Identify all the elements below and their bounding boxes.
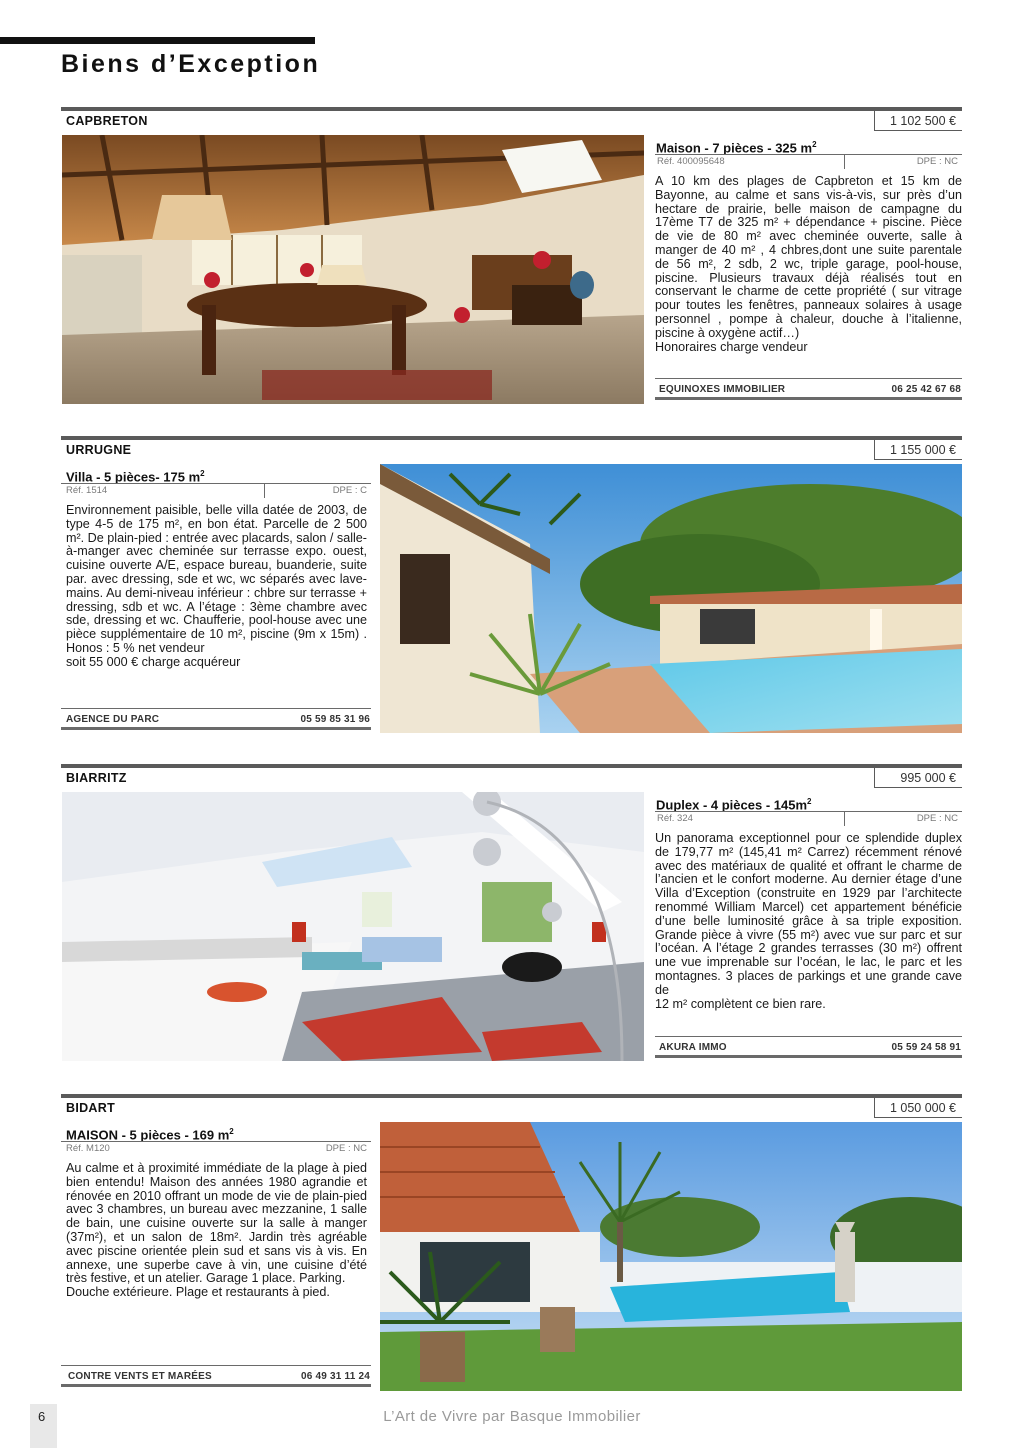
listing-details [655,135,962,354]
reference-row [61,483,371,498]
property-photo [62,135,644,404]
listing-bidart [61,1094,962,1394]
listing-header [61,764,962,785]
agency-phone: 06 49 31 11 24 [301,1371,370,1382]
reference-row [655,811,962,826]
price-tag: 1 102 500 € [874,111,962,131]
city-name: URRUGNE [66,443,132,457]
agency-row [61,1365,371,1387]
reference-number: Réf. 400095648 [657,156,725,167]
listing-header [61,1094,962,1115]
property-type: Maison - 7 pièces - 325 $m^2$ [656,140,817,156]
listing-details [61,1122,371,1300]
listing-header [61,107,962,128]
property-photo [380,1122,962,1391]
listing-details [655,792,962,1011]
property-type: Duplex - 4 pièces - $145m^2$ [656,797,812,813]
reference-number: Réf. M120 [66,1143,110,1154]
agency-phone: 06 25 42 67 68 [891,384,961,395]
property-description: Un panorama exceptionnel pour ce splendide duplex de 179,77 m² (145,41 m² Carrez) récemment rénové avec des matériaux de qualité et offrant le charme de l’ancien et le confort moderne. Au dernier étage d’une Villa d’Exception (construite en 1929 par l’architecte renommé William Marcel) cet appartement bénéficie d’une belle luminosité grâce à sa triple exposition. Grande pièce à vivre (55 m²) avec vue sur parc et sur l’océan. A l’étage 2 grandes terrasses (30 m²) offrent une vue imprenable sur l’océan, le lac, le parc et les montagnes. 3 places de parkings et une grande cave de 12 m² complètent ce bien rare. [655,831,962,1011]
agency-name: CONTRE VENTS ET MARÉES [68,1371,212,1382]
agency-row [655,378,962,400]
agency-row [61,708,371,730]
property-description: A 10 km des plages de Capbreton et 15 km de Bayonne, au calme et sans vis-à-vis, sur près d’un hectare de prairie, belle maison de campagne du 17ème T7 de 325 m² + dépendance + piscine. Pièce de vie de 80 m² avec cheminée ouverte, salle à manger de 40 m² , 4 chbres,dont une suite parentale de 56 m², 2 sdb, 2 wc, triple garage, pool-house, piscine. Plusieurs travaux déjà réalisés tout en conservant le charme de cette propriété ( sur vitrage pour toutes les fenêtres, panneaux solaires à usage personnel , pompe à chaleur, douche à l’italienne, piscine à oxygène actif…) Honoraires charge vendeur [655,174,962,354]
listing-urrugne [61,436,962,736]
agency-name: AKURA IMMO [659,1042,727,1053]
city-name: BIARRITZ [66,771,127,785]
agency-phone: 05 59 85 31 96 [300,714,370,725]
agency-row [655,1036,962,1058]
price-tag: 1 155 000 € [874,440,962,460]
agency-name: AGENCE DU PARC [66,714,160,725]
reference-row [655,154,962,169]
city-name: CAPBRETON [66,114,148,128]
property-description: Environnement paisible, belle villa datée de 2003, de type 4-5 de 175 m², en bon état. Parcelle de 2 500 m². De plain-pied : entrée avec placards, salon / salle-à-manger avec cheminée sur terrasse expo. ouest, cuisine ouverte A/E, espace bureau, buanderie, suite par. avec dressing, sde et wc, wc séparés avec lave-mains. Au demi-niveau inférieur : chbre sur terrasse + dressing, sdb et wc. A l’étage : 3ème chambre avec sde, dressing et wc. Chaufferie, pool-house avec une pièce supplémentaire de 10 m², piscine (9m x 15m) . Honos : 5 % net vendeur soit 55 000 € charge acquéreur [66,503,367,669]
agency-name: EQUINOXES IMMOBILIER [659,384,786,395]
dpe-rating: DPE : NC [325,1143,367,1154]
dpe-rating: DPE : NC [844,812,958,826]
reference-number: Réf. 1514 [66,485,108,496]
page-number: 6 [38,1409,46,1424]
listing-header [61,436,962,457]
agency-phone: 05 59 24 58 91 [891,1042,961,1053]
property-photo [380,464,962,733]
price-tag: 995 000 € [874,768,962,788]
city-name: BIDART [66,1101,116,1115]
footer-text: L’Art de Vivre par Basque Immobilier [383,1408,641,1425]
listing-biarritz [61,764,962,1064]
dpe-rating: DPE : NC [844,155,958,169]
property-description: Au calme et à proximité immédiate de la plage à pied bien entendu! Maison des années 1980 agrandie et rénovée en 2010 offrant un mode de vie de plain-pied avec 3 chambres, un bureau avec mezzanine, 1 salle de bain, une cuisine ouverte sur la salle à manger (37m²), et un salon de 18m². Jardin très agréable avec piscine orientée plein sud et sans vis à vis. En annexe, une superbe cave à vin, une cuisine d’été très festive, et un atelier. Garage 1 place. Parking. Douche extérieure. Plage et restaurants à pied. [66,1161,367,1300]
listing-capbreton [61,107,962,407]
reference-number: Réf. 324 [657,813,693,824]
dpe-rating: DPE : C [264,484,367,498]
page-title: Biens d’Exception [61,50,321,78]
property-photo [62,792,644,1061]
property-type: Villa - 5 pièces- 175 $m^2$ [66,469,205,485]
header-rule [0,37,315,44]
reference-row [61,1141,371,1156]
listing-details [61,464,371,670]
property-type: MAISON - 5 pièces - 169 $m^2$ [66,1127,234,1143]
price-tag: 1 050 000 € [874,1098,962,1118]
